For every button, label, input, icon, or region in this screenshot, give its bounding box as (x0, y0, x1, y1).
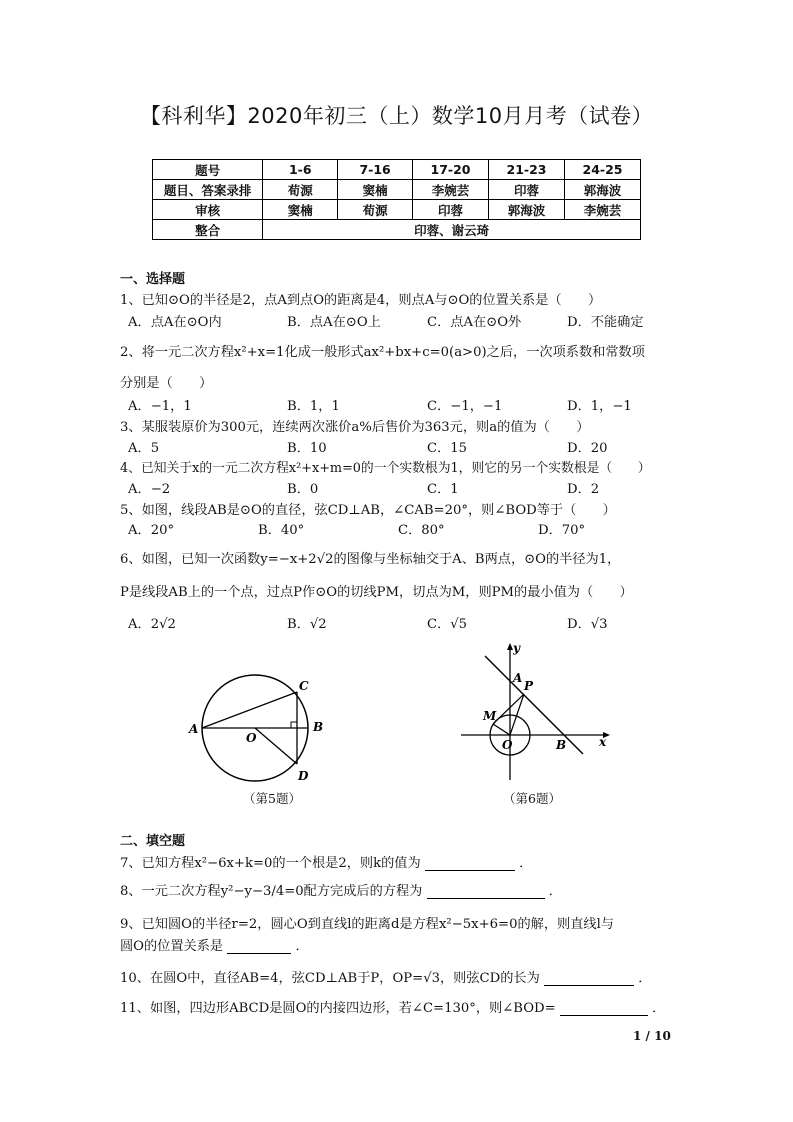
table-cell: 24-25 (564, 160, 640, 180)
question-text: 10、在圆O中，直径AB=4，弦CD⊥AB于P，OP=√3，则弦CD的长为 (120, 971, 540, 986)
answer-blank[interactable] (427, 884, 545, 899)
table-cell: 窦楠 (338, 180, 413, 200)
answer-blank[interactable] (425, 856, 515, 871)
label-o: O (502, 738, 513, 752)
option: B．√2 (287, 617, 327, 632)
label-b: B (313, 720, 324, 734)
question-3: 3、某服装原价为300元，连续两次涨价a%后售价为363元，则a的值为（ ） (120, 420, 590, 435)
question-6: 6、如图，已知一次函数y=−x+2√2的图像与坐标轴交于A、B两点，⊙O的半径为1， (120, 552, 621, 567)
table-cell: 题目、答案录排 (153, 180, 263, 200)
segment-om (493, 724, 510, 735)
answer-blank[interactable] (544, 971, 634, 986)
question-4: 4、已知关于x的一元二次方程x²+x+m=0的一个实数根为1，则它的另一个实数根是（ ） (120, 461, 651, 476)
table-cell: 7-16 (338, 160, 413, 180)
label-a: A (189, 722, 199, 736)
table-cell: 荀源 (338, 200, 413, 220)
table-cell: 印蓉 (413, 200, 489, 220)
question-end: ． (295, 939, 309, 954)
table-cell: 1-6 (263, 160, 338, 180)
question-9: 9、已知圆O的半径r=2，圆心O到直线l的距离d是方程x²−5x+6=0的解，则直线l与 (120, 917, 614, 932)
label-d: D (298, 769, 309, 783)
table-cell: 荀源 (263, 180, 338, 200)
option: C．15 (427, 441, 468, 456)
table-row (153, 180, 641, 200)
question-8 (120, 880, 562, 899)
option: C．80° (398, 523, 445, 538)
table-row (153, 160, 641, 180)
staff-table (152, 159, 641, 240)
line-ab (485, 656, 583, 754)
question-text: 圆O的位置关系是 (120, 939, 224, 954)
question-text: 7、已知方程x²−6x+k=0的一个根是2，则k的值为 (120, 856, 421, 871)
table-cell: 窦楠 (263, 200, 338, 220)
question-end: ． (638, 971, 652, 986)
option: B．40° (258, 523, 305, 538)
table-cell: 郭海波 (564, 180, 640, 200)
question-9-cont (120, 935, 309, 954)
option: C．−1，−1 (427, 399, 503, 414)
section-heading: 二、填空题 (120, 834, 186, 849)
question-11 (120, 997, 665, 1016)
label-x: x (599, 735, 607, 749)
option: C．1 (427, 482, 459, 497)
table-cell: 郭海波 (489, 200, 565, 220)
question-text: 8、一元二次方程y²−y−3/4=0配方完成后的方程为 (120, 884, 423, 899)
label-b: B (556, 738, 567, 752)
table-row (153, 200, 641, 220)
option: D．2 (567, 482, 600, 497)
figure-5-caption: （第5题） (243, 791, 301, 806)
label-o: O (246, 731, 257, 745)
label-p: P (524, 679, 534, 693)
page-number: 1 / 10 (633, 1029, 671, 1043)
label-c: C (299, 679, 309, 693)
table-cell: 题号 (153, 160, 263, 180)
table-cell: 李婉芸 (564, 200, 640, 220)
option: D．20 (567, 441, 608, 456)
option: A．20° (128, 523, 175, 538)
table-cell: 印蓉 (489, 180, 565, 200)
option: A．2√2 (128, 617, 176, 632)
segment-ac (202, 692, 297, 728)
option: A．5 (128, 441, 160, 456)
section-heading: 一、选择题 (120, 272, 186, 287)
table-cell: 审核 (153, 200, 263, 220)
option: D．70° (538, 523, 586, 538)
question-end: ． (519, 856, 533, 871)
option: A．−1，1 (128, 399, 192, 414)
question-5: 5、如图，线段AB是⊙O的直径，弦CD⊥AB，∠CAB=20°，则∠BOD等于（ ） (120, 503, 616, 518)
answer-blank[interactable] (227, 939, 291, 954)
table-row (153, 220, 641, 240)
question-10 (120, 967, 651, 986)
question-2: 2、将一元二次方程x²+x=1化成一般形式ax²+bx+c=0(a>0)之后，一次项系数和常数项 (120, 345, 645, 360)
label-a: A (513, 671, 523, 685)
option: C．点A在⊙O外 (427, 315, 522, 330)
right-angle-mark (291, 722, 297, 728)
table-cell: 17-20 (413, 160, 489, 180)
label-m: M (483, 709, 497, 723)
table-cell: 21-23 (489, 160, 565, 180)
question-2-cont: 分别是（ ） (120, 376, 213, 391)
option: A．−2 (128, 482, 171, 497)
answer-blank[interactable] (560, 1001, 648, 1016)
figure-6-caption: （第6题） (503, 791, 561, 806)
question-end: ． (652, 1001, 666, 1016)
label-y: y (513, 641, 520, 655)
figure-5-diagram (185, 670, 335, 790)
page-title: 【科利华】2020年初三（上）数学10月月考（试卷） (139, 104, 654, 128)
option: D．不能确定 (567, 315, 644, 330)
table-cell: 整合 (153, 220, 263, 240)
question-end: ． (548, 884, 562, 899)
option: B．点A在⊙O上 (287, 315, 381, 330)
option: B．0 (287, 482, 319, 497)
option: D．√3 (567, 617, 608, 632)
table-cell: 印蓉、谢云琦 (263, 220, 641, 240)
option: B．1，1 (287, 399, 340, 414)
option: A．点A在⊙O内 (128, 315, 222, 330)
segment-od (255, 728, 297, 764)
table-cell: 李婉芸 (413, 180, 489, 200)
option: B．10 (287, 441, 327, 456)
option: C．√5 (427, 617, 468, 632)
question-text: 11、如图，四边形ABCD是圆O的内接四边形，若∠C=130°，则∠BOD= (120, 1001, 556, 1016)
option: D．1，−1 (567, 399, 632, 414)
question-6-cont: P是线段AB上的一个点，过点P作⊙O的切线PM，切点为M，则PM的最小值为（ ） (120, 585, 633, 600)
question-7 (120, 852, 532, 871)
question-1: 1、已知⊙O的半径是2，点A到点O的距离是4，则点A与⊙O的位置关系是（ ） (120, 293, 602, 308)
figure-6-diagram (455, 640, 615, 788)
